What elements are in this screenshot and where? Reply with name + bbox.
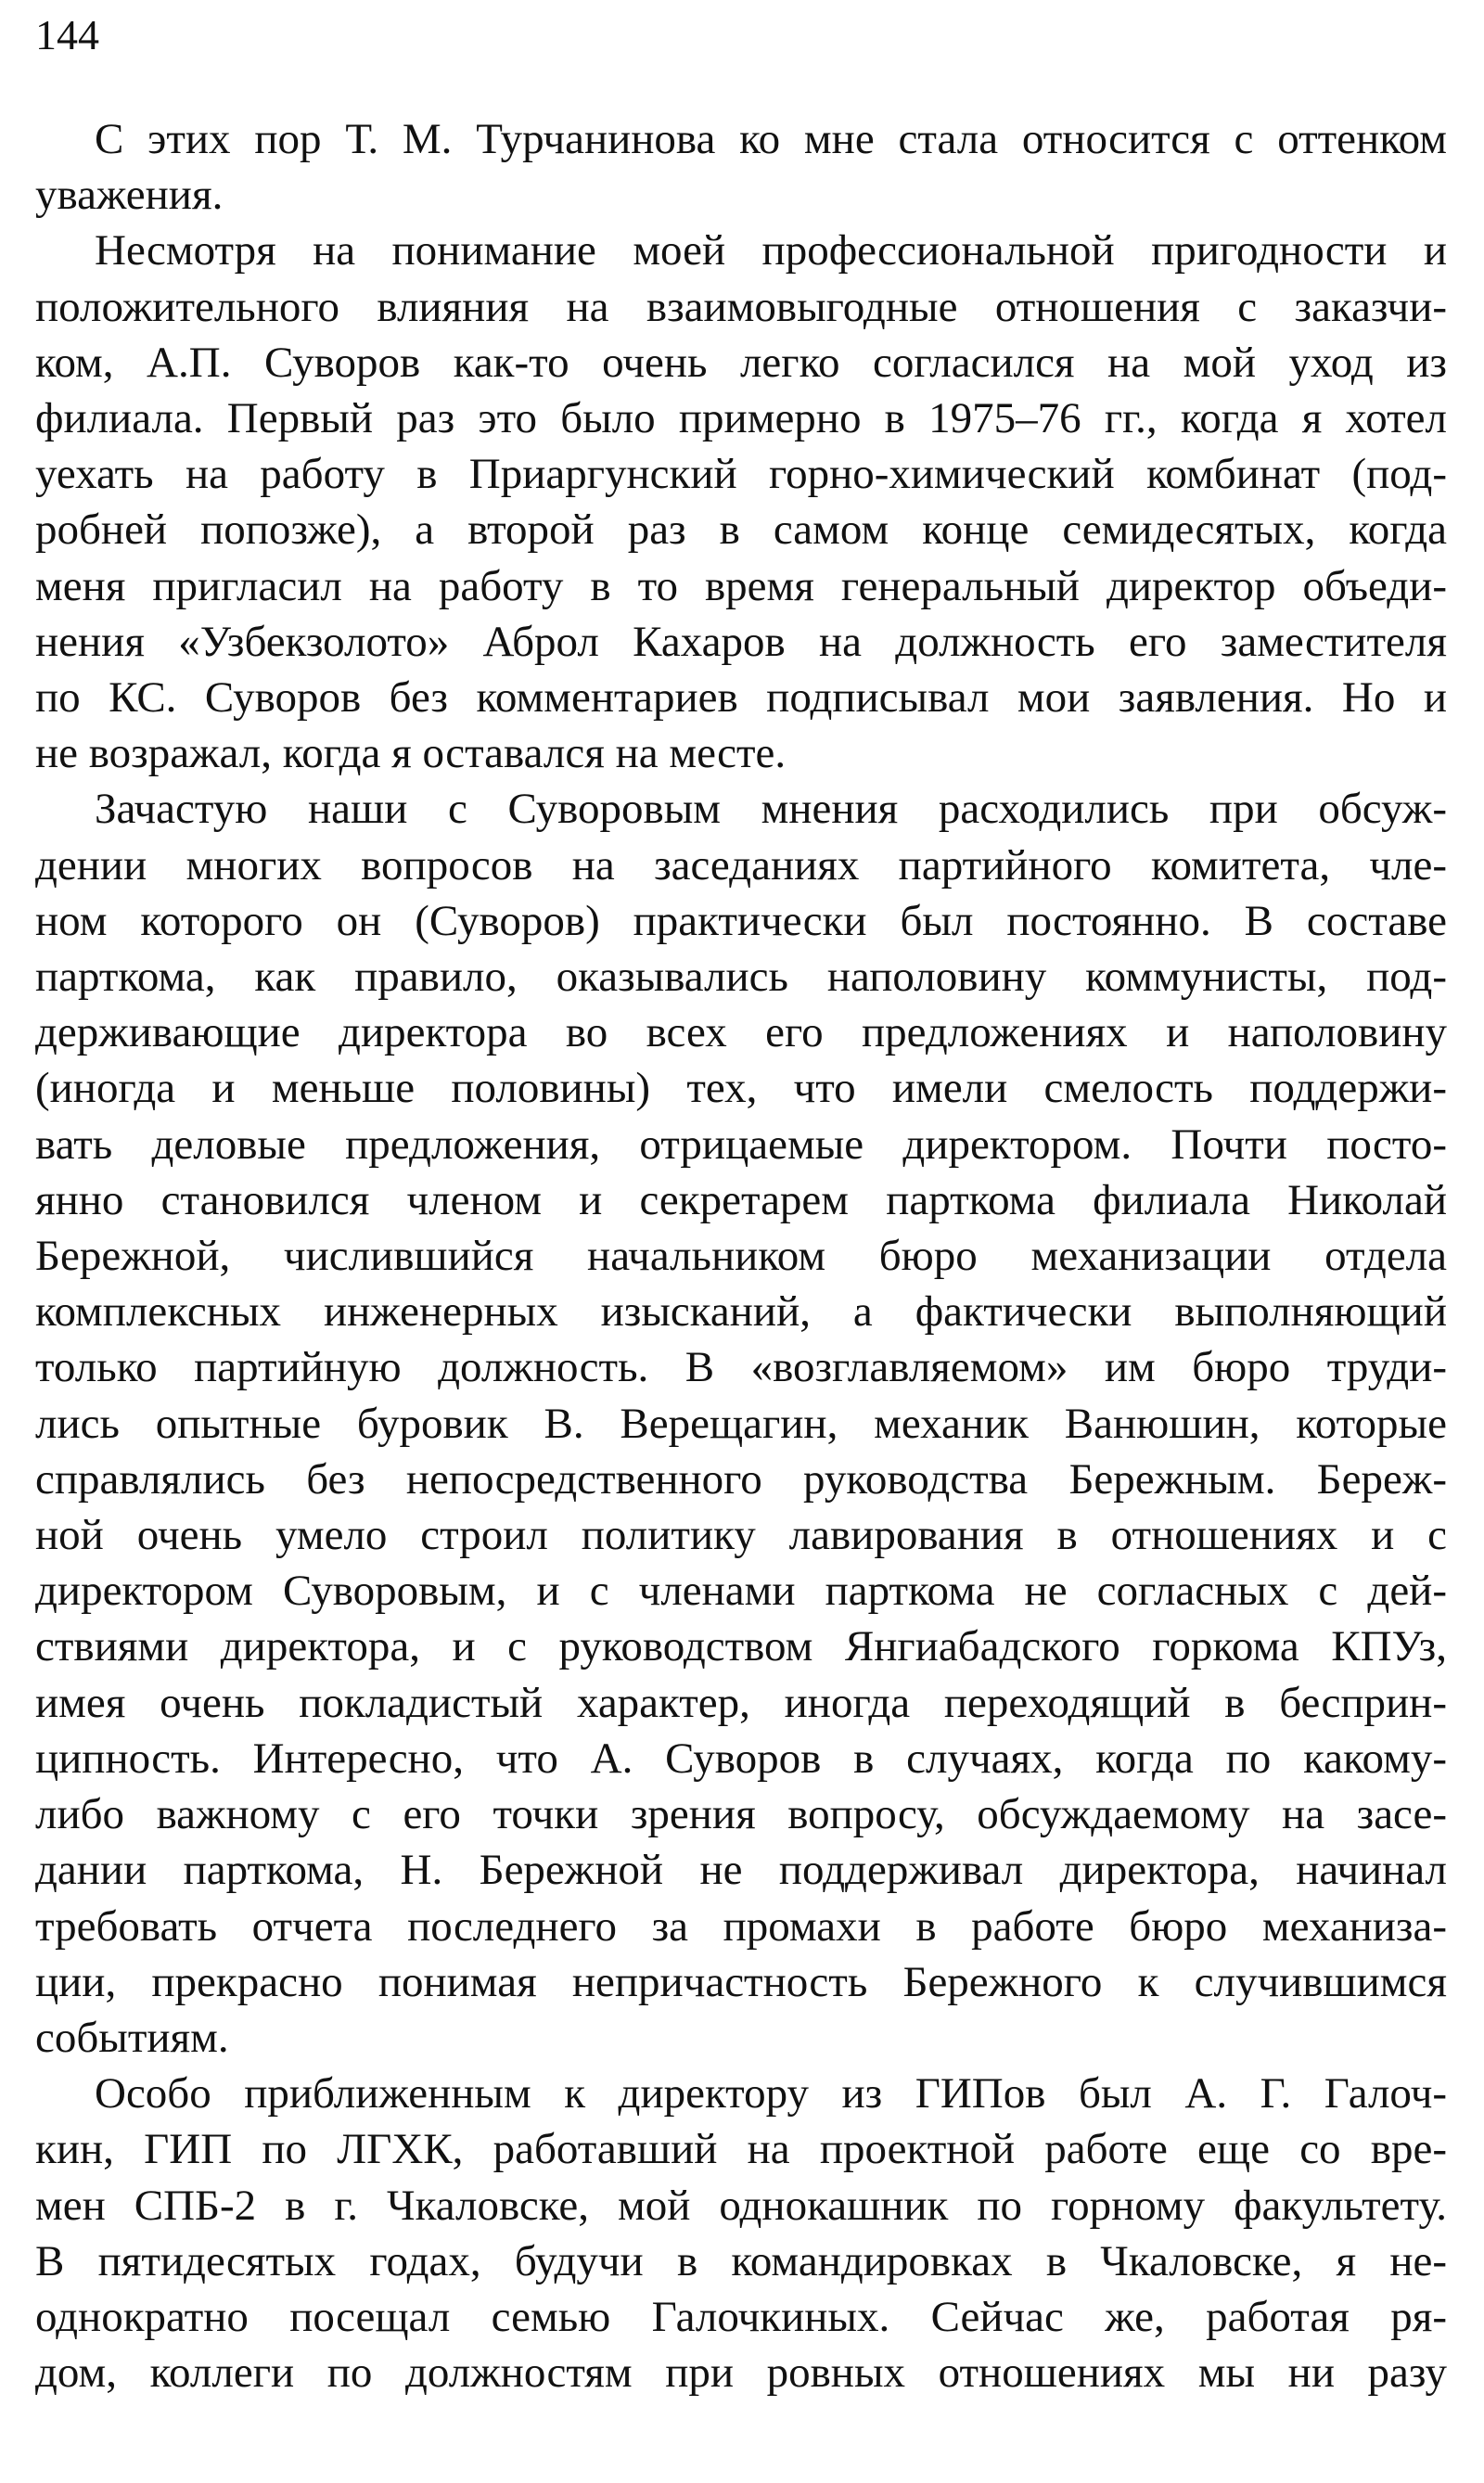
page-number: 144: [35, 11, 99, 58]
text-line: В пятидесятых годах, будучи в командировках в Чкаловске, я не-: [35, 2236, 1447, 2285]
paragraph: [35, 111, 1447, 223]
text-line: комплексных инженерных изысканий, а фактически выполняющий: [35, 1287, 1447, 1337]
text-line: филиала. Первый раз это было примерно в 1975–76 гг., когда я хотел: [35, 394, 1447, 443]
text-line: директором Суворовым, и с членами парткома не согласных с дей-: [35, 1567, 1447, 1616]
text-line: уважения.: [35, 171, 224, 220]
text-line: положительного влияния на взаимовыгодные отношения с заказчи-: [35, 282, 1447, 331]
text-line: событиям.: [35, 2013, 229, 2062]
text-line: парткома, как правило, оказывались наполовину коммунисты, под-: [35, 953, 1447, 1002]
text-line: имея очень покладистый характер, иногда переходящий в бесприн-: [35, 1678, 1447, 1727]
text-line: янно становился членом и секретарем парткома филиала Николай: [35, 1175, 1447, 1224]
text-line: только партийную должность. В «возглавляемом» им бюро труди-: [35, 1343, 1447, 1392]
text-line: ципность. Интересно, что А. Суворов в случаях, когда по какому-: [35, 1734, 1447, 1783]
text-line: Зачастую наши с Суворовым мнения расходились при обсуж-: [95, 785, 1447, 834]
text-line: Особо приближенным к директору из ГИПов был А. Г. Галоч-: [95, 2069, 1447, 2118]
text-line: меня пригласил на работу в то время генеральный директор объеди-: [35, 561, 1447, 610]
text-line: робней попозже), а второй раз в самом конце семидесятых, когда: [35, 506, 1447, 555]
text-line: однократно посещал семью Галочкиных. Сейчас же, работая ря-: [35, 2292, 1447, 2341]
text-line: С этих пор Т. М. Турчанинова ко мне стала относится с оттенком: [95, 115, 1447, 163]
text-line: нения «Узбекзолото» Аброл Кахаров на должность его заместителя: [35, 617, 1447, 666]
text-line: ствиями директора, и с руководством Янгиабадского горкома КПУз,: [35, 1622, 1447, 1671]
text-line: требовать отчета последнего за промахи в работе бюро механиза-: [35, 1901, 1447, 1951]
text-line: дении многих вопросов на заседаниях партийного комитета, чле-: [35, 840, 1447, 890]
text-line: Несмотря на понимание моей профессиональной пригодности и: [95, 226, 1447, 275]
paragraph: [35, 223, 1447, 781]
text-line: мен СПБ-2 в г. Чкаловске, мой однокашник по горному факультету.: [35, 2181, 1447, 2230]
text-line: по КС. Суворов без комментариев подписывал мои заявления. Но и: [35, 673, 1447, 723]
paragraph: [35, 2066, 1447, 2400]
text-line: ной очень умело строил политику лавирования в отношениях и с: [35, 1511, 1447, 1560]
text-line: кин, ГИП по ЛГХК, работавший на проектной работе еще со вре-: [35, 2125, 1447, 2174]
paragraph: [35, 781, 1447, 2066]
text-line: лись опытные буровик В. Верещагин, механик Ванюшин, которые: [35, 1399, 1447, 1448]
body-text: [35, 111, 1447, 2400]
text-line: уехать на работу в Приаргунский горно-химический комбинат (под-: [35, 450, 1447, 499]
text-line: ции, прекрасно понимая непричастность Бережного к случившимся: [35, 1957, 1447, 2006]
text-line: ком, А.П. Суворов как-то очень легко согласился на мой уход из: [35, 338, 1447, 387]
text-line: держивающие директора во всех его предложениях и наполовину: [35, 1008, 1447, 1057]
text-line: ном которого он (Суворов) практически был постоянно. В составе: [35, 896, 1447, 945]
text-line: не возражал, когда я оставался на месте.: [35, 729, 787, 778]
text-line: дании парткома, Н. Бережной не поддерживал директора, начинал: [35, 1846, 1447, 1895]
text-line: дом, коллеги по должностям при ровных отношениях мы ни разу: [35, 2349, 1447, 2398]
text-line: вать деловые предложения, отрицаемые директором. Почти посто-: [35, 1120, 1447, 1169]
text-line: Бережной, числившийся начальником бюро механизации отдела: [35, 1232, 1447, 1281]
text-line: (иногда и меньше половины) тех, что имели смелость поддержи-: [35, 1064, 1447, 1113]
text-line: либо важному с его точки зрения вопросу, обсуждаемому на засе-: [35, 1790, 1447, 1839]
text-line: справлялись без непосредственного руководства Бережным. Береж-: [35, 1454, 1447, 1504]
